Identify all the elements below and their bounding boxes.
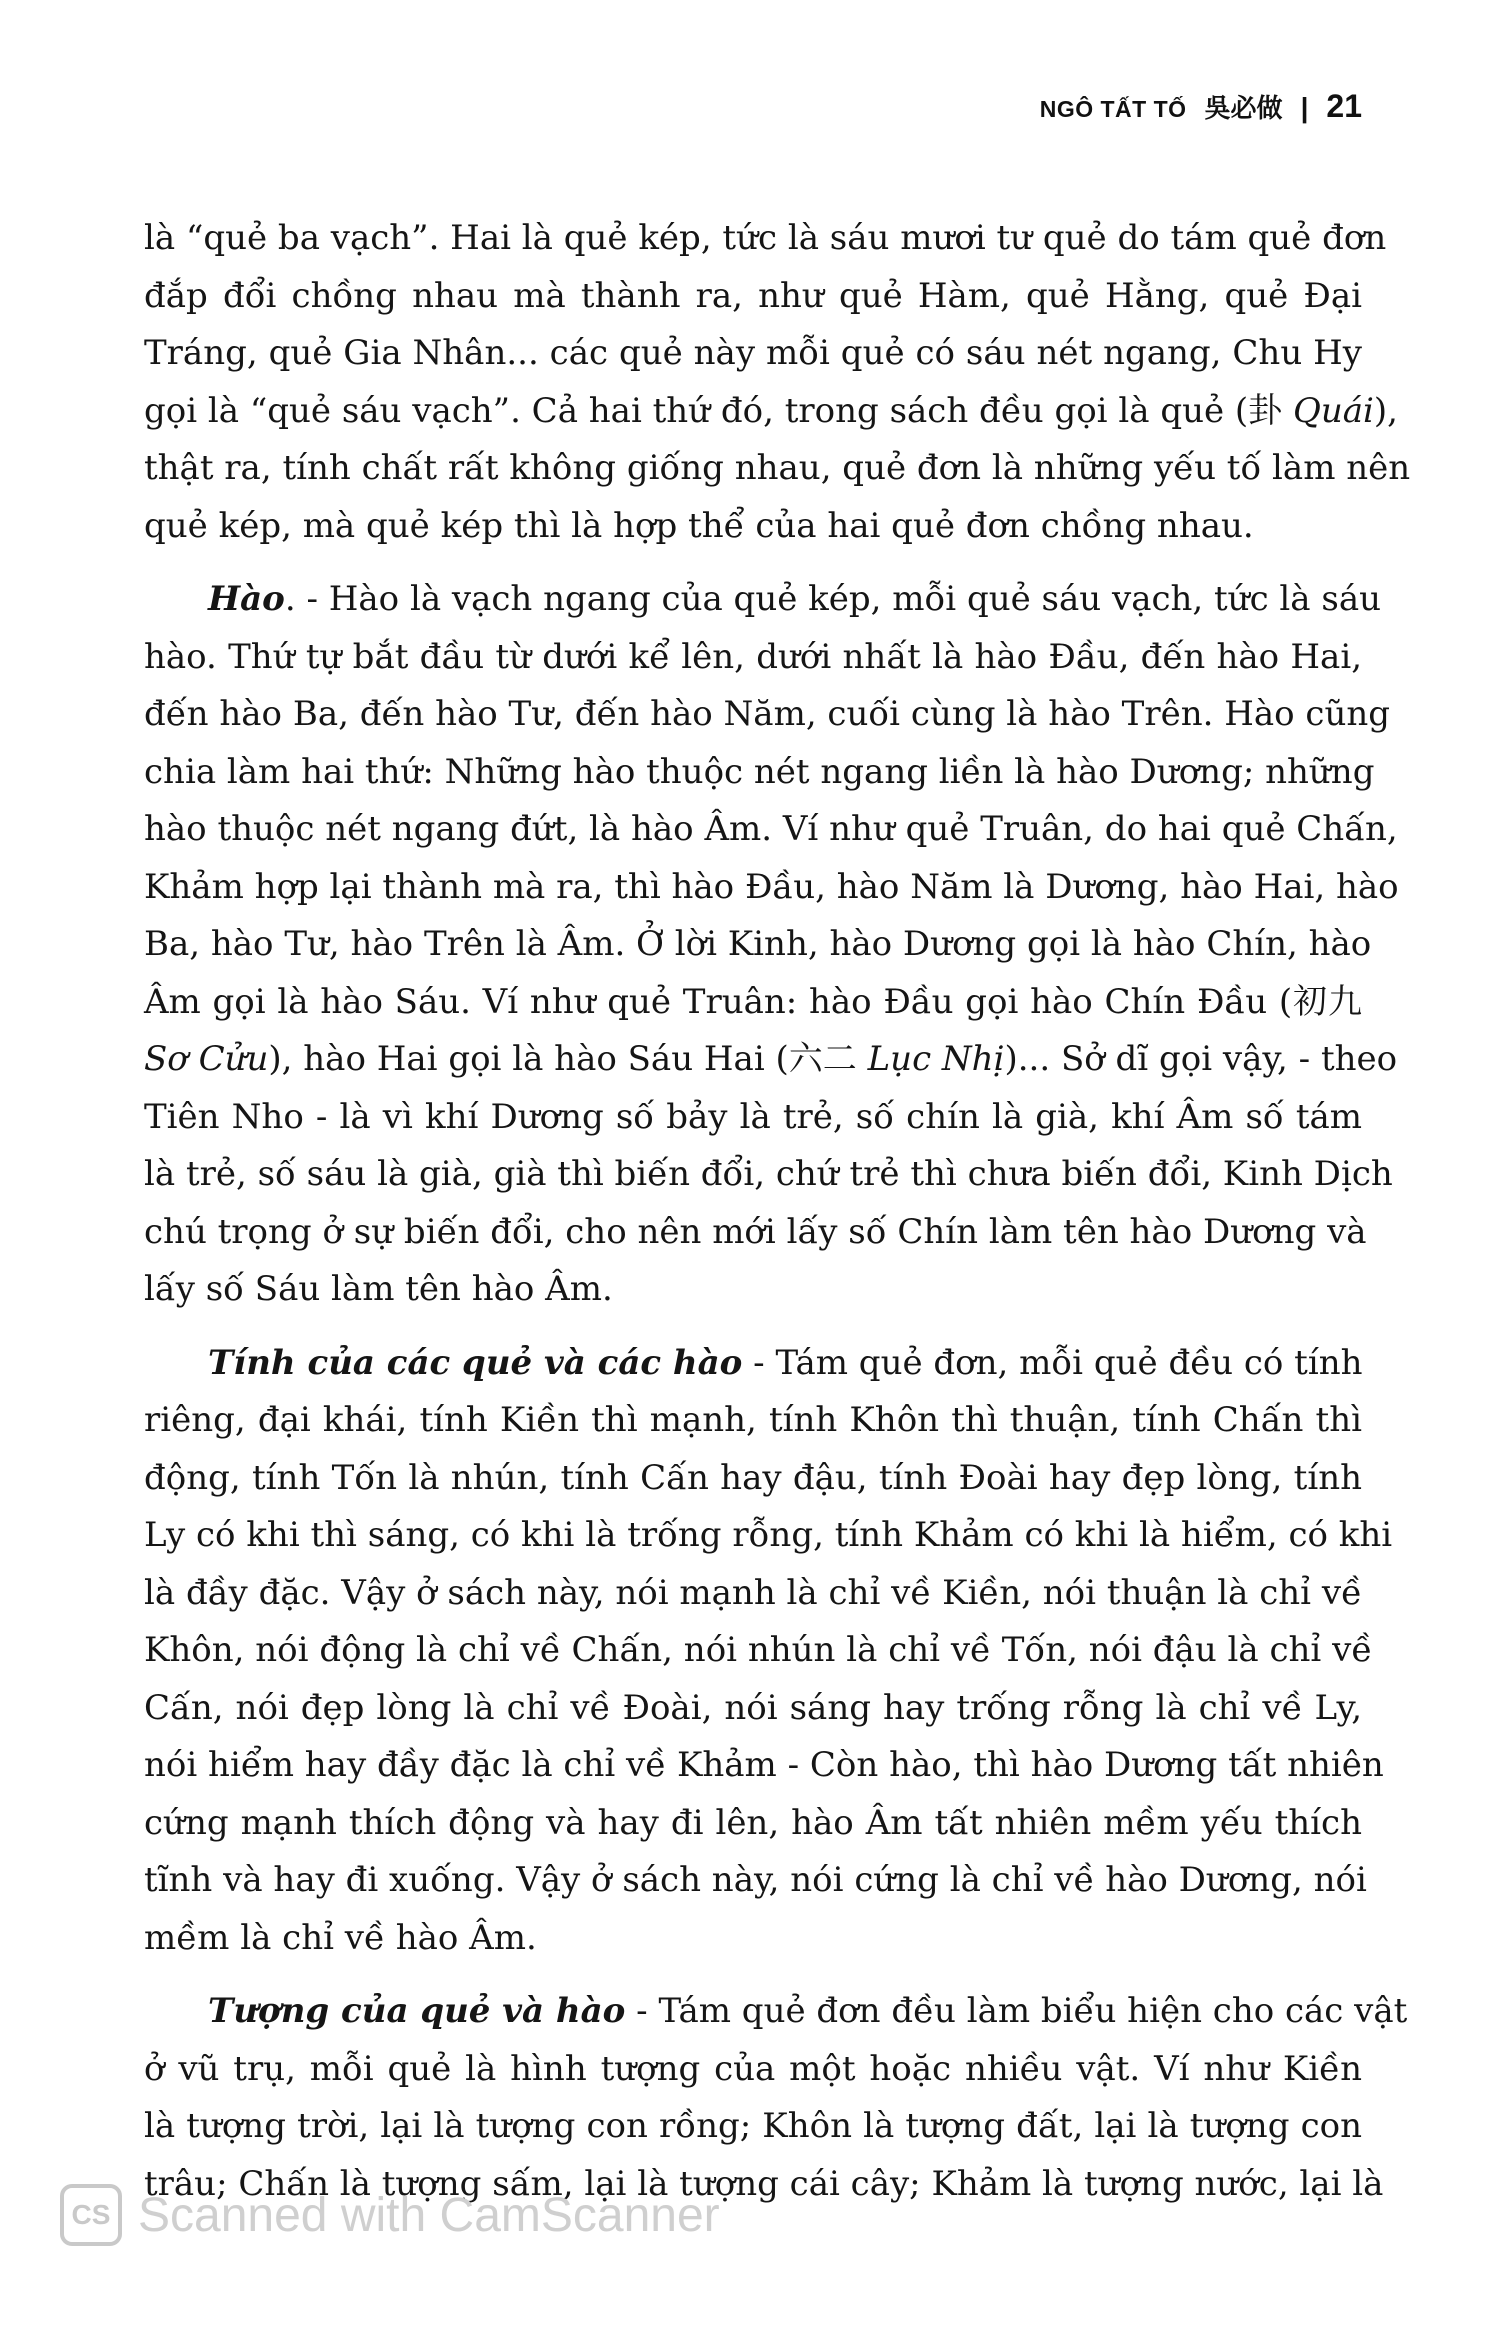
text-line: mềm là chỉ về hào Âm. [144,1917,537,1958]
text-line: là đầy đặc. Vậy ở sách này, nói mạnh là chỉ về Kiền, nói thuận là chỉ về [144,1572,1362,1613]
text-line: Hào. - Hào là vạch ngang của quẻ kép, mỗi quẻ sáu vạch, tức là sáu [208,579,1381,619]
text-line: gọi là “quẻ sáu vạch”. Cả hai thứ đó, trong sách đều gọi là quẻ (卦 Quái), [144,390,1398,431]
text-line: Tráng, quẻ Gia Nhân... các quẻ này mỗi quẻ có sáu nét ngang, Chu Hy [144,333,1362,373]
text-line: động, tính Tốn là nhún, tính Cấn hay đậu, tính Đoài hay đẹp lòng, tính [144,1457,1362,1498]
text-line: Ba, hào Tư, hào Trên là Âm. Ở lời Kinh, hào Dương gọi là hào Chín, hào [144,924,1372,964]
text-line: thật ra, tính chất rất không giống nhau, quẻ đơn là những yếu tố làm nên [144,448,1411,488]
header-author-cjk: 吳必做 [1204,94,1283,124]
text-line: đến hào Ba, đến hào Tư, đến hào Năm, cuối cùng là hào Trên. Hào cũng [144,694,1391,734]
text-line: là trẻ, số sáu là già, già thì biến đổi, chứ trẻ thì chưa biến đổi, Kinh Dịch [144,1154,1393,1194]
camscanner-watermark [60,2184,720,2246]
header-separator: | [1300,92,1309,123]
body-text [144,210,1411,2229]
cjk-glyph: 初九 [1292,981,1362,1022]
text-line: Cấn, nói đẹp lòng là chỉ về Đoài, nói sáng hay trống rỗng là chỉ về Ly, [144,1687,1362,1728]
text-line: ở vũ trụ, mỗi quẻ là hình tượng của một hoặc nhiều vật. Ví như Kiền [144,2048,1362,2089]
text-line: hào thuộc nét ngang đứt, là hào Âm. Ví như quẻ Truân, do hai quẻ Chấn, [144,809,1398,849]
text-line: nói hiểm hay đầy đặc là chỉ về Khảm - Còn hào, thì hào Dương tất nhiên [144,1745,1384,1785]
cjk-glyph: 卦 [1248,390,1283,431]
paragraph-1 [144,210,1411,555]
text-line: Ly có khi thì sáng, có khi là trống rỗng, tính Khảm có khi là hiểm, có khi [144,1515,1393,1555]
text-line: Tiên Nho - là vì khí Dương số bảy là trẻ, số chín là già, khí Âm số tám [144,1096,1362,1137]
text-line: tĩnh và hay đi xuống. Vậy ở sách này, nói cứng là chỉ về hào Dương, nói [144,1860,1367,1900]
text-line: cứng mạnh thích động và hay đi lên, hào Âm tất nhiên mềm yếu thích [144,1802,1362,1843]
paragraph-4 [144,1983,1408,2213]
header-author: NGÔ TẤT TỐ [1039,96,1187,122]
camscanner-logo-icon: CS [60,2184,122,2246]
text-line: đắp đổi chồng nhau mà thành ra, như quẻ Hàm, quẻ Hằng, quẻ Đại [144,275,1362,316]
watermark-text: Scanned with CamScanner [138,2188,720,2242]
text-line: chú trọng ở sự biến đổi, cho nên mới lấy số Chín làm tên hào Dương và [144,1211,1367,1252]
text-line: là tượng trời, lại là tượng con rồng; Khôn là tượng đất, lại là tượng con [144,2106,1362,2146]
text-line: Tính của các quẻ và các hào - Tám quẻ đơn, mỗi quẻ đều có tính [208,1342,1363,1383]
running-header [1040,88,1362,125]
text-line: Âm gọi là hào Sáu. Ví như quẻ Truân: hào Đầu gọi hào Chín Đầu (初九 [144,981,1362,1022]
text-line: trâu; Chấn là tượng sấm, lại là tượng cái cây; Khảm là tượng nước, lại là [144,2163,1384,2204]
section-term: Tượng của quẻ và hào [208,1991,626,2031]
text-line: lấy số Sáu làm tên hào Âm. [144,1269,613,1309]
cjk-glyph: 六二 [788,1039,857,1079]
text-line: riêng, đại khái, tính Kiền thì mạnh, tính Khôn thì thuận, tính Chấn thì [144,1400,1362,1440]
text-line: là “quẻ ba vạch”. Hai là quẻ kép, tức là sáu mươi tư quẻ do tám quẻ đơn [144,218,1387,258]
text-line: Tượng của quẻ và hào - Tám quẻ đơn đều làm biểu hiện cho các vật [208,1991,1408,2031]
text-line: Khôn, nói động là chỉ về Chấn, nói nhún là chỉ về Tốn, nói đậu là chỉ về [144,1630,1373,1670]
text-line: Sơ Cửu), hào Hai gọi là hào Sáu Hai (六二 Lục Nhị)... Sở dĩ gọi vậy, - theo [144,1039,1398,1079]
paragraph-2 [144,571,1399,1319]
section-term: Hào [208,579,285,619]
page-number: 21 [1326,88,1362,124]
text-line: quẻ kép, mà quẻ kép thì là hợp thể của hai quẻ đơn chồng nhau. [144,505,1254,546]
text-line: Khảm hợp lại thành mà ra, thì hào Đầu, hào Năm là Dương, hào Hai, hào [144,866,1399,907]
text-line: hào. Thứ tự bắt đầu từ dưới kể lên, dưới nhất là hào Đầu, đến hào Hai, [144,636,1362,677]
text-line: chia làm hai thứ: Những hào thuộc nét ngang liền là hào Dương; những [144,751,1375,792]
section-term: Tính của các quẻ và các hào [208,1342,743,1383]
paragraph-3 [144,1335,1393,1968]
